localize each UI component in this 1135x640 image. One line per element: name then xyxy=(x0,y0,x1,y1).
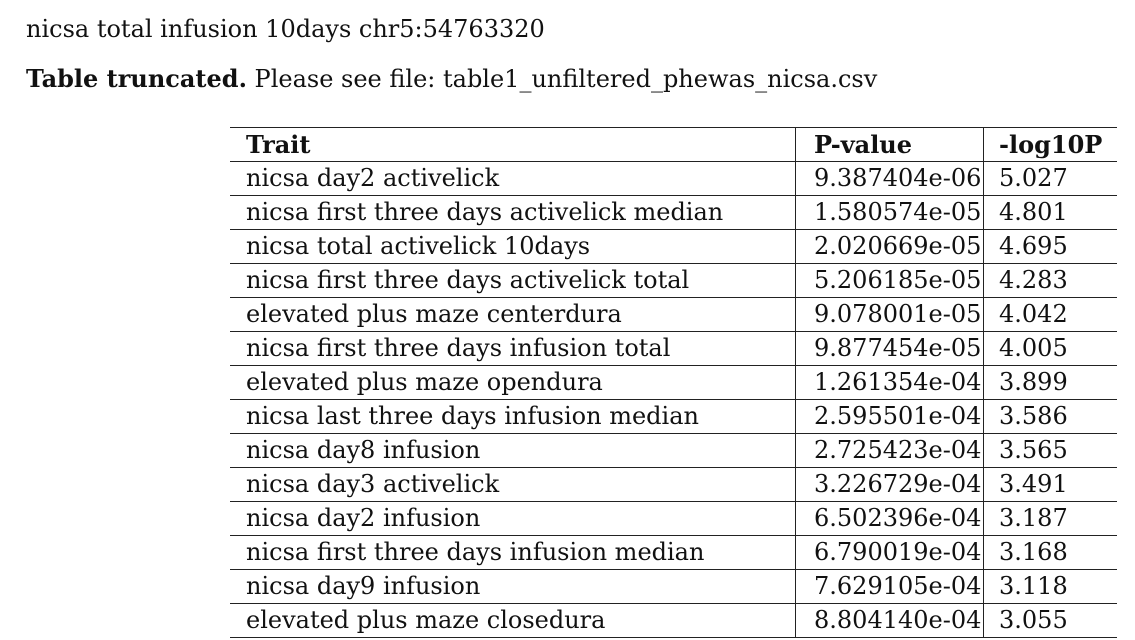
phewas-results-table xyxy=(230,127,1117,638)
table-row xyxy=(230,230,1117,264)
truncation-note xyxy=(26,64,877,94)
cell-log10p: 3.565 xyxy=(984,434,1118,468)
cell-p-value: 9.387404e-06 xyxy=(796,162,984,196)
document-heading: nicsa total infusion 10days chr5:54763320 xyxy=(26,15,545,43)
cell-log10p: 4.005 xyxy=(984,332,1118,366)
cell-trait: nicsa first three days activelick median xyxy=(230,196,796,230)
cell-trait: elevated plus maze closedura xyxy=(230,604,796,638)
cell-trait: elevated plus maze opendura xyxy=(230,366,796,400)
table-row xyxy=(230,298,1117,332)
table-row xyxy=(230,162,1117,196)
table-row xyxy=(230,434,1117,468)
cell-trait: nicsa last three days infusion median xyxy=(230,400,796,434)
cell-p-value: 6.790019e-04 xyxy=(796,536,984,570)
cell-trait: elevated plus maze centerdura xyxy=(230,298,796,332)
cell-log10p: 5.027 xyxy=(984,162,1118,196)
cell-trait: nicsa day2 infusion xyxy=(230,502,796,536)
cell-log10p: 3.118 xyxy=(984,570,1118,604)
table-row xyxy=(230,536,1117,570)
cell-log10p: 3.187 xyxy=(984,502,1118,536)
table-row xyxy=(230,502,1117,536)
cell-p-value: 9.078001e-05 xyxy=(796,298,984,332)
cell-p-value: 9.877454e-05 xyxy=(796,332,984,366)
cell-trait: nicsa first three days infusion median xyxy=(230,536,796,570)
table-row xyxy=(230,400,1117,434)
cell-trait: nicsa first three days infusion total xyxy=(230,332,796,366)
table-row xyxy=(230,264,1117,298)
cell-log10p: 4.801 xyxy=(984,196,1118,230)
table-row xyxy=(230,196,1117,230)
cell-log10p: 4.042 xyxy=(984,298,1118,332)
cell-p-value: 8.804140e-04 xyxy=(796,604,984,638)
table-row xyxy=(230,468,1117,502)
cell-trait: nicsa day2 activelick xyxy=(230,162,796,196)
cell-p-value: 6.502396e-04 xyxy=(796,502,984,536)
cell-p-value: 7.629105e-04 xyxy=(796,570,984,604)
cell-p-value: 2.020669e-05 xyxy=(796,230,984,264)
cell-log10p: 4.283 xyxy=(984,264,1118,298)
cell-p-value: 3.226729e-04 xyxy=(796,468,984,502)
cell-log10p: 4.695 xyxy=(984,230,1118,264)
table-row xyxy=(230,332,1117,366)
cell-trait: nicsa day9 infusion xyxy=(230,570,796,604)
table-row xyxy=(230,604,1117,638)
header-log10p: -log10P xyxy=(984,128,1118,162)
cell-log10p: 3.491 xyxy=(984,468,1118,502)
cell-p-value: 5.206185e-05 xyxy=(796,264,984,298)
table-header-row xyxy=(230,128,1117,162)
header-p-value: P-value xyxy=(796,128,984,162)
header-trait: Trait xyxy=(230,128,796,162)
truncation-note-text: Please see file: table1_unfiltered_phewas_nicsa.csv xyxy=(246,65,878,93)
cell-log10p: 3.168 xyxy=(984,536,1118,570)
cell-log10p: 3.899 xyxy=(984,366,1118,400)
cell-log10p: 3.055 xyxy=(984,604,1118,638)
cell-p-value: 1.580574e-05 xyxy=(796,196,984,230)
cell-trait: nicsa total activelick 10days xyxy=(230,230,796,264)
cell-trait: nicsa first three days activelick total xyxy=(230,264,796,298)
cell-trait: nicsa day3 activelick xyxy=(230,468,796,502)
cell-p-value: 2.725423e-04 xyxy=(796,434,984,468)
table-row xyxy=(230,570,1117,604)
table-row xyxy=(230,366,1117,400)
truncation-note-label: Table truncated. xyxy=(26,64,247,93)
cell-p-value: 2.595501e-04 xyxy=(796,400,984,434)
cell-p-value: 1.261354e-04 xyxy=(796,366,984,400)
cell-log10p: 3.586 xyxy=(984,400,1118,434)
cell-trait: nicsa day8 infusion xyxy=(230,434,796,468)
